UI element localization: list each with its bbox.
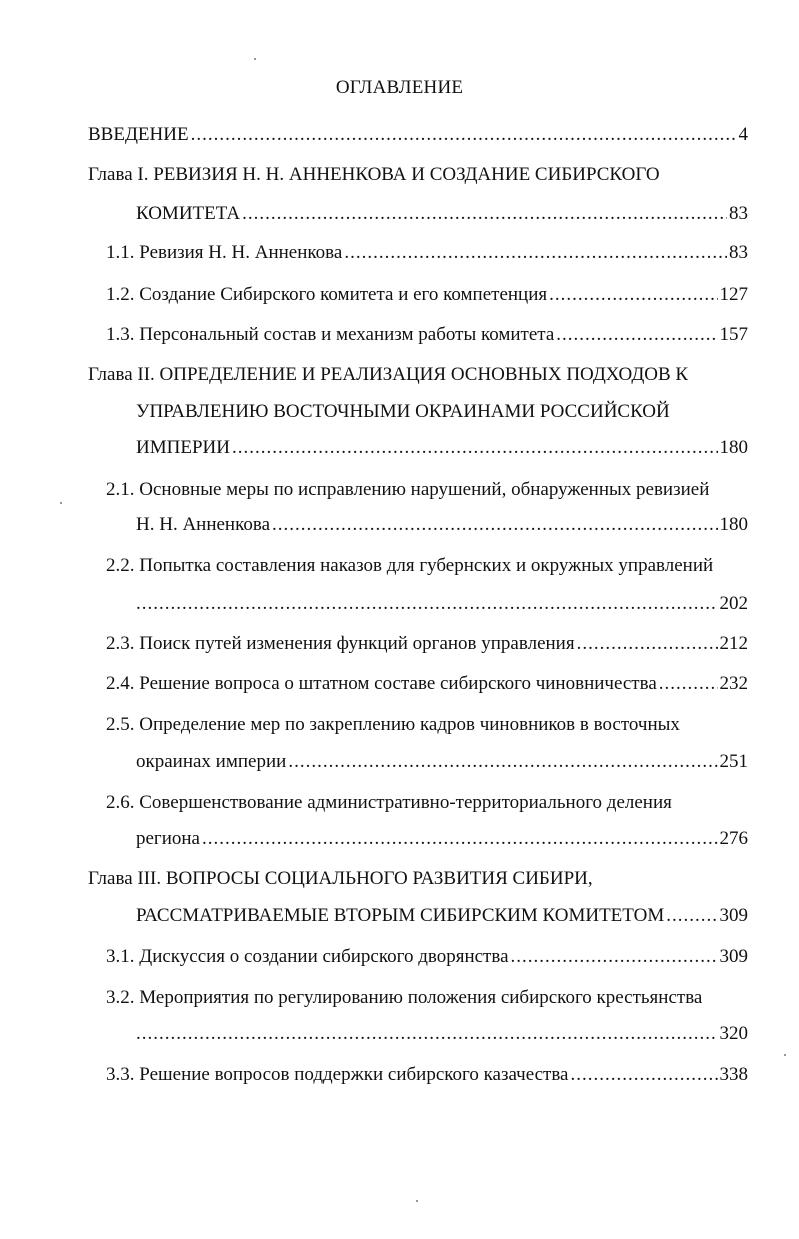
- toc-entry-3-2-heading[interactable]: 3.2. Мероприятия по регулированию положения сибирского крестьянства: [106, 987, 703, 1008]
- toc-entry-2-5-heading[interactable]: 2.5. Определение мер по закреплению кадров чиновников в восточных: [106, 714, 680, 735]
- dot-leader: [242, 203, 727, 225]
- dot-leader: [344, 242, 727, 264]
- scan-speck: [784, 1054, 786, 1056]
- toc-page-number: 309: [719, 946, 748, 967]
- toc-page-number: 4: [738, 124, 748, 145]
- toc-chapter-2-heading-cont: УПРАВЛЕНИЮ ВОСТОЧНЫМИ ОКРАИНАМИ РОССИЙСКОЙ: [136, 401, 670, 422]
- toc-entry-2-6-heading[interactable]: 2.6. Совершенствование административно-территориального деления: [106, 792, 672, 813]
- toc-entry-title: РАССМАТРИВАЕМЫЕ ВТОРЫМ СИБИРСКИМ КОМИТЕТОМ: [136, 905, 665, 926]
- toc-entry-chapter-3[interactable]: [136, 905, 748, 927]
- toc-chapter-1-heading[interactable]: Глава I. РЕВИЗИЯ Н. Н. АННЕНКОВА И СОЗДАНИЕ СИБИРСКОГО: [88, 164, 660, 185]
- toc-chapter-3-heading[interactable]: Глава III. ВОПРОСЫ СОЦИАЛЬНОГО РАЗВИТИЯ СИБИРИ,: [88, 868, 593, 889]
- dot-leader: [659, 673, 718, 695]
- toc-entry-chapter-1[interactable]: [136, 203, 748, 225]
- toc-entry-title: окраинах империи: [136, 751, 287, 772]
- toc-entry-title: Н. Н. Анненкова: [136, 514, 271, 535]
- dot-leader: [288, 751, 717, 773]
- toc-entry-2-6[interactable]: [136, 828, 748, 850]
- dot-leader: [202, 828, 718, 850]
- toc-entry-title: 3.1. Дискуссия о создании сибирского дворянства: [106, 946, 509, 967]
- toc-entry-3-2[interactable]: [136, 1023, 748, 1045]
- toc-page-number: 251: [719, 751, 748, 772]
- dot-leader: [272, 514, 717, 536]
- scan-speck: [416, 1200, 418, 1202]
- dot-leader: [556, 324, 717, 346]
- toc-page-number: 180: [719, 514, 748, 535]
- toc-entry-2-5[interactable]: [136, 751, 748, 773]
- scan-speck: [60, 502, 62, 504]
- toc-entry-3-3[interactable]: [106, 1064, 748, 1086]
- dot-leader: [577, 633, 718, 655]
- toc-entry-2-4[interactable]: [106, 673, 748, 695]
- toc-page-number: 320: [719, 1023, 748, 1044]
- toc-entry-2-2[interactable]: [136, 593, 748, 615]
- toc-entry-title: 1.3. Персональный состав и механизм работы комитета: [106, 324, 555, 345]
- toc-entry-1-2[interactable]: [106, 284, 748, 306]
- toc-entry-title: КОМИТЕТА: [136, 203, 241, 224]
- dot-leader: [511, 946, 718, 968]
- toc-page-number: 232: [719, 673, 748, 694]
- toc-entry-1-3[interactable]: [106, 324, 748, 346]
- toc-entry-title: 1.2. Создание Сибирского комитета и его компетенция: [106, 284, 548, 305]
- toc-page-number: 180: [719, 437, 748, 458]
- toc-entry-title: ВВЕДЕНИЕ: [88, 124, 189, 145]
- toc-chapter-2-heading[interactable]: Глава II. ОПРЕДЕЛЕНИЕ И РЕАЛИЗАЦИЯ ОСНОВНЫХ ПОДХОДОВ К: [88, 364, 689, 385]
- dot-leader: [549, 284, 717, 306]
- toc-page-number: 338: [719, 1064, 748, 1085]
- dot-leader: [136, 1023, 718, 1045]
- toc-entry-title: 3.3. Решение вопросов поддержки сибирского казачества: [106, 1064, 569, 1085]
- toc-page-number: 157: [719, 324, 748, 345]
- dot-leader: [136, 593, 718, 615]
- toc-entry-3-1[interactable]: [106, 946, 748, 968]
- page-title: ОГЛАВЛЕНИЕ: [335, 77, 464, 98]
- toc-page-number: 127: [719, 284, 748, 305]
- toc-page-number: 276: [719, 828, 748, 849]
- toc-page-number: 309: [719, 905, 748, 926]
- dot-leader: [232, 437, 718, 459]
- toc-page-number: 83: [729, 203, 748, 224]
- toc-entry-1-1[interactable]: [106, 242, 748, 264]
- toc-entry-2-3[interactable]: [106, 633, 748, 655]
- toc-entry-title: 1.1. Ревизия Н. Н. Анненкова: [106, 242, 343, 263]
- dot-leader: [666, 905, 717, 927]
- toc-entry-title: ИМПЕРИИ: [136, 437, 230, 458]
- toc-page-number: 212: [719, 633, 748, 654]
- toc-entry-introduction[interactable]: [88, 124, 748, 146]
- toc-entry-2-1-heading[interactable]: 2.1. Основные меры по исправлению нарушений, обнаруженных ревизией: [106, 479, 710, 500]
- toc-entry-chapter-2[interactable]: [136, 437, 748, 459]
- toc-entry-2-1[interactable]: [136, 514, 748, 536]
- scan-speck: [254, 58, 256, 60]
- toc-entry-2-2-heading[interactable]: 2.2. Попытка составления наказов для губернских и окружных управлений: [106, 555, 714, 576]
- dot-leader: [571, 1064, 718, 1086]
- toc-page-number: 202: [719, 593, 748, 614]
- toc-page-number: 83: [729, 242, 748, 263]
- toc-entry-title: 2.3. Поиск путей изменения функций органов управления: [106, 633, 575, 654]
- toc-entry-title: 2.4. Решение вопроса о штатном составе сибирского чиновничества: [106, 673, 657, 694]
- dot-leader: [191, 124, 737, 146]
- toc-entry-title: региона: [136, 828, 200, 849]
